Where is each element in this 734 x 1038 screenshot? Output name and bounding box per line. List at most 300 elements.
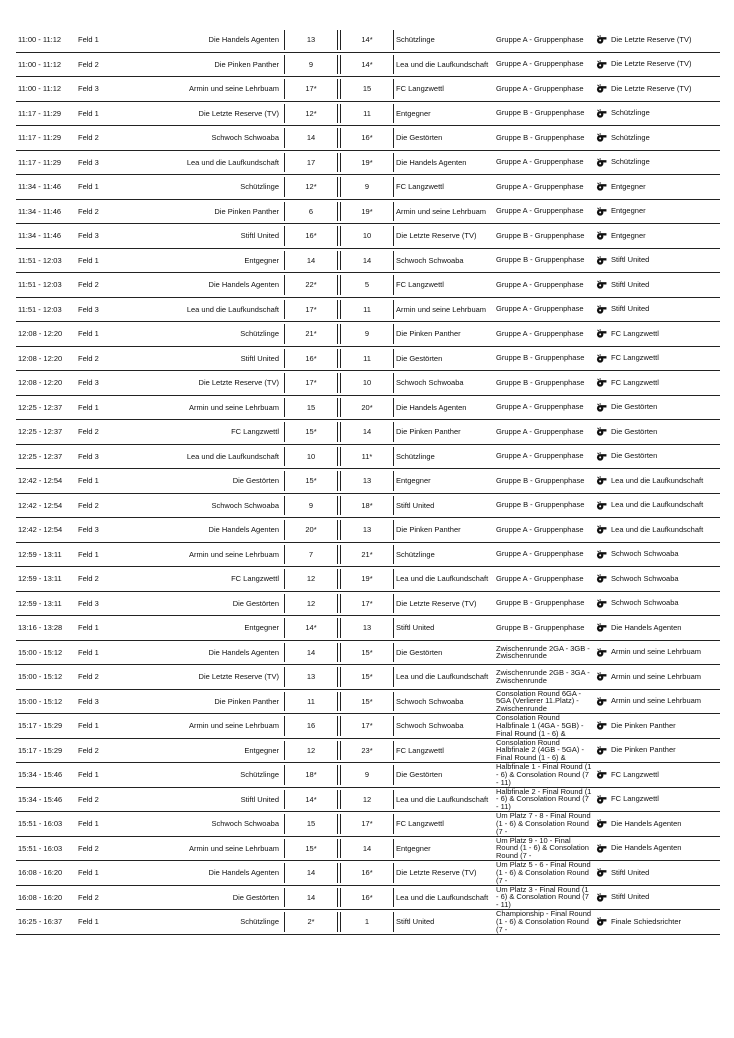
home-team: Die Handels Agenten: [208, 35, 279, 45]
match-time: 15:17 - 15:29: [18, 721, 63, 731]
match-row: [16, 200, 720, 225]
match-row: [16, 175, 720, 200]
referee-name: Entgegner: [611, 230, 646, 240]
match-time: 11:00 - 11:12: [18, 59, 62, 69]
whistle-icon: [596, 231, 607, 240]
match-row: [16, 910, 720, 935]
home-score-box: 12*: [284, 177, 338, 197]
whistle-icon: [596, 182, 607, 191]
referee-name: Schwoch Schwoaba: [611, 598, 679, 607]
away-team: FC Langzwettl: [396, 280, 444, 290]
away-score-box: 15: [340, 79, 394, 99]
match-row: [16, 714, 720, 739]
match-phase: Consolation Round 6GA - 5GA (Verlierer 11.Platz) - Zwischenrunde: [496, 689, 582, 713]
away-score-box: 18*: [340, 496, 394, 516]
away-score-box: 15*: [340, 692, 394, 712]
home-score-box: 11: [284, 692, 338, 712]
match-row: [16, 126, 720, 151]
home-team: Die Gestörten: [232, 476, 279, 486]
away-score-box: 5: [340, 275, 394, 295]
away-score-box: 9: [340, 765, 394, 785]
home-score-box: 15*: [284, 422, 338, 442]
whistle-icon: [596, 623, 607, 632]
away-team: FC Langzwettl: [396, 819, 444, 829]
away-team: Entgegner: [396, 476, 431, 486]
match-time: 12:25 - 12:37: [18, 427, 63, 437]
referee-name: Lea und die Laufkundschaft: [611, 475, 704, 485]
referee-name: Lea und die Laufkundschaft: [611, 500, 704, 509]
match-field: Feld 1: [78, 35, 99, 45]
referee: [596, 592, 720, 616]
home-score-box: 14*: [284, 790, 338, 810]
away-score-box: 16*: [340, 888, 394, 908]
referee-name: Lea und die Laufkundschaft: [611, 524, 704, 534]
match-phase: Gruppe A - Gruppenphase: [496, 206, 584, 216]
away-team: Die Pinken Panther: [396, 329, 461, 339]
referee: [596, 641, 720, 665]
referee-name: Armin und seine Lehrbuam: [611, 671, 702, 681]
referee-name: Stiftl United: [611, 867, 650, 877]
away-team: Entgegner: [396, 108, 431, 118]
match-row: [16, 469, 720, 494]
match-time: 11:51 - 12:03: [18, 255, 62, 265]
match-phase: Um Platz 3 - Final Round (1 - 6) & Consolation Round (7 - 11): [496, 885, 589, 909]
match-field: Feld 1: [78, 108, 99, 118]
match-time: 12:08 - 12:20: [18, 378, 63, 388]
match-field: Feld 3: [78, 598, 99, 608]
referee: [596, 102, 720, 126]
away-team: Die Handels Agenten: [396, 157, 467, 167]
away-score-box: 14: [340, 251, 394, 271]
away-score-box: 17*: [340, 814, 394, 834]
away-team: Lea und die Laufkundschaft: [396, 892, 489, 902]
home-score-box: 15*: [284, 471, 338, 491]
referee: [596, 714, 720, 738]
home-team: Die Handels Agenten: [208, 280, 279, 290]
referee: [596, 494, 720, 518]
match-time: 12:59 - 13:11: [18, 549, 62, 559]
home-score-box: 20*: [284, 520, 338, 540]
match-row: [16, 494, 720, 519]
home-score-box: 16*: [284, 226, 338, 246]
match-phase: Um Platz 5 - 6 - Final Round (1 - 6) & Consolation Round (7 -: [496, 861, 591, 885]
referee-name: FC Langzwettl: [611, 377, 659, 387]
referee: [596, 861, 720, 885]
away-team: Schwoch Schwoaba: [396, 378, 464, 388]
match-field: Feld 2: [78, 500, 99, 510]
match-time: 13:16 - 13:28: [18, 623, 63, 633]
home-score-box: 14: [284, 863, 338, 883]
whistle-icon: [596, 35, 607, 44]
match-field: Feld 3: [78, 696, 99, 706]
match-row: [16, 763, 720, 788]
whistle-icon: [596, 672, 607, 681]
home-score-box: 9: [284, 496, 338, 516]
away-team: Schwoch Schwoaba: [396, 696, 464, 706]
whistle-icon: [596, 770, 607, 779]
away-score-box: 1: [340, 912, 394, 932]
referee-name: Die Letzte Reserve (TV): [611, 83, 692, 93]
home-score-box: 15: [284, 814, 338, 834]
home-team: Die Pinken Panther: [214, 696, 279, 706]
whistle-icon: [596, 844, 607, 853]
referee-name: FC Langzwettl: [611, 794, 659, 803]
home-score-box: 17*: [284, 300, 338, 320]
away-team: Schützlinge: [396, 35, 435, 45]
referee-name: Armin und seine Lehrbuam: [611, 647, 702, 656]
referee: [596, 126, 720, 150]
referee: [596, 420, 720, 444]
match-phase: Gruppe A - Gruppenphase: [496, 524, 584, 534]
home-team: Die Gestörten: [232, 598, 279, 608]
away-score-box: 12: [340, 790, 394, 810]
whistle-icon: [596, 599, 607, 608]
match-phase: Gruppe A - Gruppenphase: [496, 451, 584, 461]
away-team: Stiftl United: [396, 623, 435, 633]
referee: [596, 469, 720, 493]
match-field: Feld 1: [78, 329, 99, 339]
match-phase: Gruppe A - Gruppenphase: [496, 304, 584, 314]
away-score-box: 9: [340, 177, 394, 197]
home-score-box: 7: [284, 545, 338, 565]
match-field: Feld 3: [78, 525, 99, 535]
away-score-box: 11: [340, 300, 394, 320]
match-schedule-table: [16, 28, 720, 935]
match-row: [16, 77, 720, 102]
match-field: Feld 2: [78, 133, 99, 143]
away-score-box: 23*: [340, 741, 394, 761]
match-row: [16, 567, 720, 592]
match-phase: Halbfinale 1 - Final Round (1 - 6) & Consolation Round (7 - 11): [496, 763, 592, 787]
home-team: Die Handels Agenten: [208, 647, 279, 657]
referee: [596, 77, 720, 101]
match-phase: Gruppe A - Gruppenphase: [496, 402, 584, 412]
referee: [596, 396, 720, 420]
home-score-box: 12: [284, 741, 338, 761]
home-score-box: 12: [284, 594, 338, 614]
match-time: 15:17 - 15:29: [18, 745, 63, 755]
away-team: Die Letzte Reserve (TV): [396, 231, 477, 241]
home-team: Armin und seine Lehrbuam: [188, 549, 279, 559]
match-row: [16, 28, 720, 53]
away-score-box: 14*: [340, 55, 394, 75]
match-field: Feld 1: [78, 721, 99, 731]
away-score-box: 11: [340, 104, 394, 124]
match-phase: Zwischenrunde 2GB - 3GA - Zwischenrunde: [496, 668, 590, 685]
match-field: Feld 1: [78, 182, 99, 192]
match-time: 12:42 - 12:54: [18, 525, 63, 535]
match-row: [16, 371, 720, 396]
whistle-icon: [596, 501, 607, 510]
match-row: [16, 347, 720, 372]
whistle-icon: [596, 893, 607, 902]
away-score-box: 19*: [340, 202, 394, 222]
away-team: Schwoch Schwoaba: [396, 255, 464, 265]
match-time: 15:00 - 15:12: [18, 672, 63, 682]
whistle-icon: [596, 403, 607, 412]
match-field: Feld 3: [78, 157, 99, 167]
whistle-icon: [596, 378, 607, 387]
whistle-icon: [596, 133, 607, 142]
match-time: 16:25 - 16:37: [18, 917, 63, 927]
match-row: [16, 665, 720, 690]
away-score-box: 19*: [340, 569, 394, 589]
away-team: Schützlinge: [396, 451, 435, 461]
match-phase: Consolation Round Halbfinale 2 (4GB - 5GA) - Final Round (1 - 6) &: [496, 738, 584, 762]
home-team: Die Handels Agenten: [208, 525, 279, 535]
away-team: Die Gestörten: [396, 647, 443, 657]
away-team: FC Langzwettl: [396, 182, 444, 192]
referee-name: Die Handels Agenten: [611, 818, 682, 828]
home-score-box: 15: [284, 398, 338, 418]
home-team: Lea und die Laufkundschaft: [186, 451, 279, 461]
match-phase: Gruppe A - Gruppenphase: [496, 426, 584, 436]
away-team: Armin und seine Lehrbuam: [396, 206, 487, 216]
home-score-box: 14: [284, 888, 338, 908]
match-field: Feld 1: [78, 476, 99, 486]
referee-name: FC Langzwettl: [611, 769, 659, 779]
match-row: [16, 812, 720, 837]
home-score-box: 9: [284, 55, 338, 75]
home-team: Die Letzte Reserve (TV): [198, 672, 279, 682]
away-score-box: 11: [340, 349, 394, 369]
match-phase: Gruppe A - Gruppenphase: [496, 34, 584, 44]
match-time: 15:51 - 16:03: [18, 843, 63, 853]
match-phase: Gruppe A - Gruppenphase: [496, 328, 584, 338]
referee-name: Entgegner: [611, 181, 646, 191]
match-phase: Gruppe B - Gruppenphase: [496, 132, 585, 142]
home-team: Die Gestörten: [232, 892, 279, 902]
referee-name: Entgegner: [611, 206, 646, 215]
referee-name: FC Langzwettl: [611, 353, 659, 362]
away-team: Die Letzte Reserve (TV): [396, 598, 477, 608]
home-team: Die Letzte Reserve (TV): [198, 108, 279, 118]
away-team: Entgegner: [396, 843, 431, 853]
home-team: Schützlinge: [240, 329, 279, 339]
referee-name: Die Gestörten: [611, 451, 658, 460]
match-time: 15:34 - 15:46: [18, 770, 63, 780]
referee: [596, 788, 720, 812]
away-team: Lea und die Laufkundschaft: [396, 672, 489, 682]
whistle-icon: [596, 84, 607, 93]
home-team: Die Letzte Reserve (TV): [198, 378, 279, 388]
home-team: Stiftl United: [240, 794, 279, 804]
referee-name: Die Letzte Reserve (TV): [611, 59, 692, 68]
referee: [596, 763, 720, 787]
referee: [596, 837, 720, 861]
home-team: Die Pinken Panther: [214, 59, 279, 69]
home-team: Die Pinken Panther: [214, 206, 279, 216]
match-phase: Championship - Final Round (1 - 6) & Consolation Round (7 -: [496, 910, 592, 934]
whistle-icon: [596, 158, 607, 167]
whistle-icon: [596, 525, 607, 534]
match-time: 11:17 - 11:29: [18, 133, 62, 143]
whistle-icon: [596, 648, 607, 657]
whistle-icon: [596, 280, 607, 289]
referee: [596, 249, 720, 273]
referee-name: Die Pinken Panther: [611, 745, 676, 754]
match-field: Feld 1: [78, 770, 99, 780]
match-time: 16:08 - 16:20: [18, 868, 63, 878]
match-field: Feld 2: [78, 427, 99, 437]
away-score-box: 19*: [340, 153, 394, 173]
away-team: Schwoch Schwoaba: [396, 721, 464, 731]
match-field: Feld 1: [78, 402, 99, 412]
match-time: 11:51 - 12:03: [18, 304, 62, 314]
home-score-box: 15*: [284, 839, 338, 859]
referee: [596, 28, 720, 52]
referee: [596, 445, 720, 469]
whistle-icon: [596, 795, 607, 804]
match-row: [16, 641, 720, 666]
away-score-box: 15*: [340, 643, 394, 663]
home-team: Schwoch Schwoaba: [211, 500, 279, 510]
referee: [596, 175, 720, 199]
referee-name: Schützlinge: [611, 132, 650, 142]
referee: [596, 298, 720, 322]
match-field: Feld 2: [78, 843, 99, 853]
referee-name: Stiftl United: [611, 255, 650, 264]
match-phase: Gruppe A - Gruppenphase: [496, 573, 584, 583]
home-score-box: 17: [284, 153, 338, 173]
home-score-box: 14: [284, 251, 338, 271]
home-team: Stiftl United: [240, 353, 279, 363]
referee: [596, 53, 720, 77]
match-row: [16, 249, 720, 274]
home-team: Schützlinge: [240, 917, 279, 927]
match-phase: Gruppe A - Gruppenphase: [496, 59, 584, 69]
referee: [596, 616, 720, 640]
match-phase: Gruppe B - Gruppenphase: [496, 377, 585, 387]
match-row: [16, 298, 720, 323]
referee: [596, 910, 720, 934]
match-field: Feld 1: [78, 623, 99, 633]
away-score-box: 14: [340, 422, 394, 442]
referee-name: FC Langzwettl: [611, 328, 659, 338]
referee-name: Stiftl United: [611, 892, 650, 901]
referee-name: Die Gestörten: [611, 402, 658, 411]
away-team: Armin und seine Lehrbuam: [396, 304, 487, 314]
match-phase: Gruppe B - Gruppenphase: [496, 255, 585, 265]
away-score-box: 13: [340, 618, 394, 638]
whistle-icon: [596, 427, 607, 436]
match-field: Feld 2: [78, 59, 99, 69]
referee-name: Schwoch Schwoaba: [611, 549, 679, 558]
whistle-icon: [596, 746, 607, 755]
home-team: Schützlinge: [240, 182, 279, 192]
whistle-icon: [596, 721, 607, 730]
match-field: Feld 2: [78, 206, 99, 216]
match-row: [16, 53, 720, 78]
away-score-box: 16*: [340, 128, 394, 148]
match-phase: Gruppe A - Gruppenphase: [496, 157, 584, 167]
referee: [596, 200, 720, 224]
referee: [596, 151, 720, 175]
home-team: Entgegner: [244, 255, 279, 265]
match-row: [16, 420, 720, 445]
referee-name: Schützlinge: [611, 157, 650, 166]
match-row: [16, 739, 720, 764]
match-row: [16, 592, 720, 617]
whistle-icon: [596, 476, 607, 485]
home-score-box: 6: [284, 202, 338, 222]
away-team: Die Handels Agenten: [396, 402, 467, 412]
referee-name: Stiftl United: [611, 304, 650, 313]
home-score-box: 22*: [284, 275, 338, 295]
whistle-icon: [596, 329, 607, 338]
away-score-box: 21*: [340, 545, 394, 565]
away-team: Die Letzte Reserve (TV): [396, 868, 477, 878]
referee-name: Die Gestörten: [611, 426, 658, 436]
whistle-icon: [596, 207, 607, 216]
home-score-box: 14*: [284, 618, 338, 638]
home-score-box: 17*: [284, 79, 338, 99]
home-score-box: 13: [284, 667, 338, 687]
home-score-box: 21*: [284, 324, 338, 344]
home-score-box: 2*: [284, 912, 338, 932]
away-score-box: 14*: [340, 30, 394, 50]
match-field: Feld 1: [78, 917, 99, 927]
match-field: Feld 1: [78, 868, 99, 878]
home-team: Schützlinge: [240, 770, 279, 780]
referee-name: Armin und seine Lehrbuam: [611, 696, 702, 705]
match-phase: Gruppe B - Gruppenphase: [496, 622, 585, 632]
home-team: Stiftl United: [240, 231, 279, 241]
home-score-box: 18*: [284, 765, 338, 785]
whistle-icon: [596, 452, 607, 461]
referee: [596, 739, 720, 763]
away-score-box: 14: [340, 839, 394, 859]
match-time: 15:51 - 16:03: [18, 819, 63, 829]
match-time: 11:00 - 11:12: [18, 84, 62, 94]
match-time: 12:08 - 12:20: [18, 329, 63, 339]
home-score-box: 14: [284, 128, 338, 148]
match-row: [16, 886, 720, 911]
match-field: Feld 2: [78, 794, 99, 804]
home-score-box: 16: [284, 716, 338, 736]
whistle-icon: [596, 256, 607, 265]
referee: [596, 347, 720, 371]
home-team: Armin und seine Lehrbuam: [188, 402, 279, 412]
match-row: [16, 788, 720, 813]
match-field: Feld 3: [78, 451, 99, 461]
referee-name: Die Handels Agenten: [611, 843, 682, 852]
match-time: 11:17 - 11:29: [18, 108, 62, 118]
referee: [596, 273, 720, 297]
match-phase: Gruppe B - Gruppenphase: [496, 500, 585, 510]
match-row: [16, 396, 720, 421]
away-score-box: 17*: [340, 716, 394, 736]
referee-name: Schwoch Schwoaba: [611, 573, 679, 583]
referee: [596, 886, 720, 910]
home-team: Entgegner: [244, 745, 279, 755]
match-time: 12:59 - 13:11: [18, 574, 62, 584]
away-team: Die Pinken Panther: [396, 525, 461, 535]
match-time: 15:34 - 15:46: [18, 794, 63, 804]
match-field: Feld 1: [78, 549, 99, 559]
home-team: Armin und seine Lehrbuam: [188, 721, 279, 731]
match-time: 12:59 - 13:11: [18, 598, 62, 608]
away-team: Die Pinken Panther: [396, 427, 461, 437]
match-phase: Gruppe B - Gruppenphase: [496, 475, 585, 485]
match-row: [16, 224, 720, 249]
whistle-icon: [596, 60, 607, 69]
home-team: Armin und seine Lehrbuam: [188, 84, 279, 94]
match-field: Feld 2: [78, 892, 99, 902]
referee: [596, 322, 720, 346]
whistle-icon: [596, 868, 607, 877]
home-team: FC Langzwettl: [231, 574, 279, 584]
